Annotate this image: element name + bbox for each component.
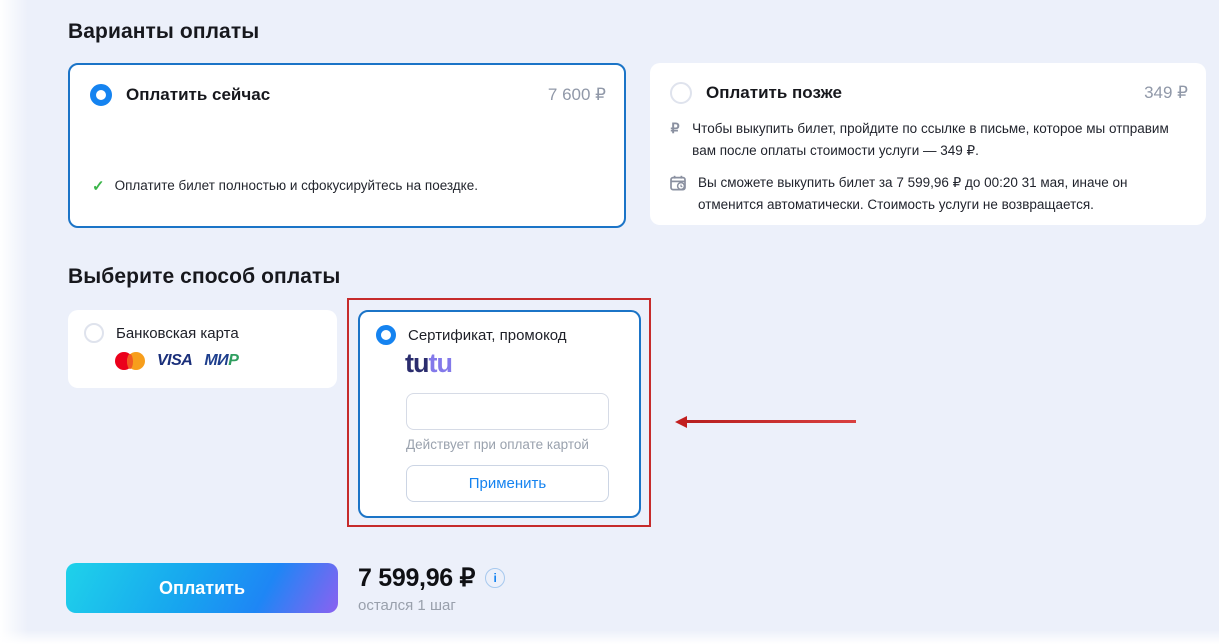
promo-code-input[interactable] <box>406 393 609 430</box>
pay-now-price: 7 600 ₽ <box>547 85 606 104</box>
payment-options-title: Варианты оплаты <box>68 20 260 43</box>
certificate-label: Сертификат, промокод <box>408 326 567 344</box>
certificate-radio[interactable] <box>376 325 396 345</box>
pay-now-radio[interactable] <box>90 84 112 106</box>
pay-later-price: 349 ₽ <box>1144 83 1188 102</box>
apply-button[interactable]: Применить <box>406 465 609 502</box>
check-icon: ✓ <box>92 178 105 195</box>
bank-card-label: Банковская карта <box>116 324 239 342</box>
payment-methods-title: Выберите способ оплаты <box>68 265 341 288</box>
pay-later-radio[interactable] <box>670 82 692 104</box>
ruble-icon: ₽ <box>670 120 680 136</box>
pay-later-label: Оплатить позже <box>706 83 842 102</box>
pay-now-card[interactable] <box>68 63 626 228</box>
pay-later-note-deadline: Вы сможете выкупить билет за 7 599,96 ₽ до 00:20 31 мая, иначе он отменится автоматически. Стоимость услуги не возвращается. <box>698 175 1128 212</box>
total-price: 7 599,96 ₽ <box>358 564 476 592</box>
pay-button[interactable]: Оплатить <box>66 563 338 613</box>
mir-icon: МИР <box>204 352 239 369</box>
mastercard-icon <box>115 352 145 370</box>
pay-now-label: Оплатить сейчас <box>126 85 271 104</box>
bank-card-method[interactable] <box>68 310 337 388</box>
pay-later-card[interactable] <box>650 63 1206 225</box>
promo-hint: Действует при оплате картой <box>406 437 589 452</box>
bank-card-radio[interactable] <box>84 323 104 343</box>
annotation-arrow <box>686 420 856 423</box>
calendar-clock-icon <box>670 175 686 196</box>
visa-icon: VISA <box>157 352 193 369</box>
pay-later-note-link: Чтобы выкупить билет, пройдите по ссылке в письме, которое мы отправим вам после оплаты стоимости услуги — 349 ₽. <box>692 121 1169 158</box>
tutu-logo: tutu <box>405 348 452 378</box>
pay-now-benefit: Оплатите билет полностью и сфокусируйтесь на поездке. <box>114 178 478 193</box>
info-icon[interactable]: i <box>485 568 505 588</box>
steps-left: остался 1 шаг <box>358 597 456 614</box>
certificate-method-card[interactable] <box>358 310 641 518</box>
